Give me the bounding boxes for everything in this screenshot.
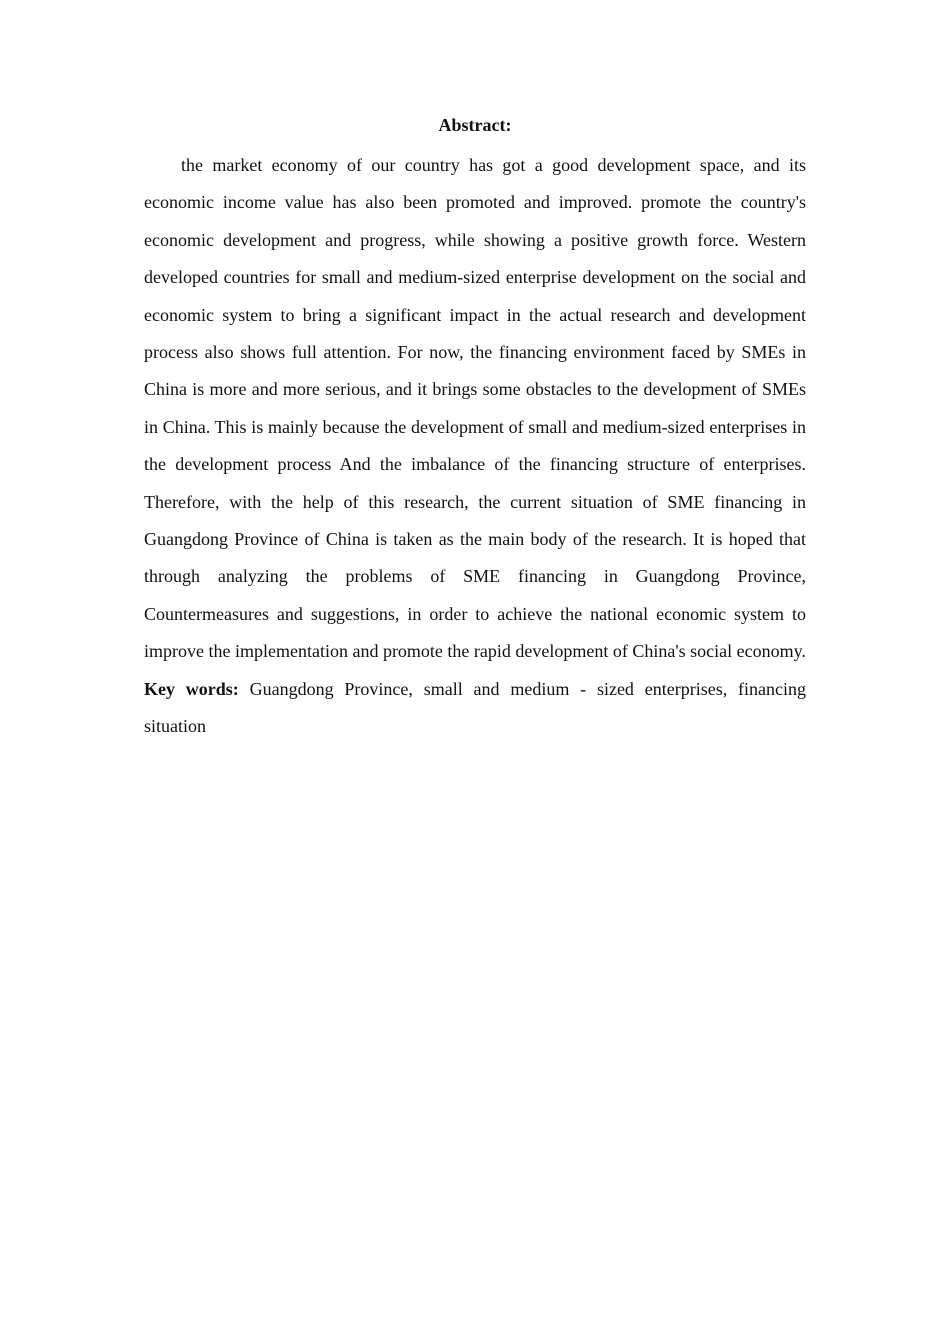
keywords-line (144, 671, 806, 746)
abstract-body: the market economy of our country has got a good development space, and its economic income value has also been promoted and improved. promote the country's economic development and progress, while showing a positive growth force. Western developed countries for small and medium-sized enterprise development on the social and economic system to bring a significant impact in the actual research and development process also shows full attention. For now, the financing environment faced by SMEs in China is more and more serious, and it brings some obstacles to the development of SMEs in China. This is mainly because the development of small and medium-sized enterprises in the development process And the imbalance of the financing structure of enterprises. Therefore, with the help of this research, the current situation of SME financing in Guangdong Province of China is taken as the main body of the research. It is hoped that through analyzing the problems of SME financing in Guangdong Province, Countermeasures and suggestions, in order to achieve the national economic system to improve the implementation and promote the rapid development of China's social economy. (144, 155, 806, 662)
keywords-text: Guangdong Province, small and medium - sized enterprises, financing situation (144, 678, 806, 737)
abstract-heading: Abstract: (438, 115, 512, 135)
abstract-section (144, 112, 806, 746)
keywords-label: Key words: (144, 678, 239, 699)
